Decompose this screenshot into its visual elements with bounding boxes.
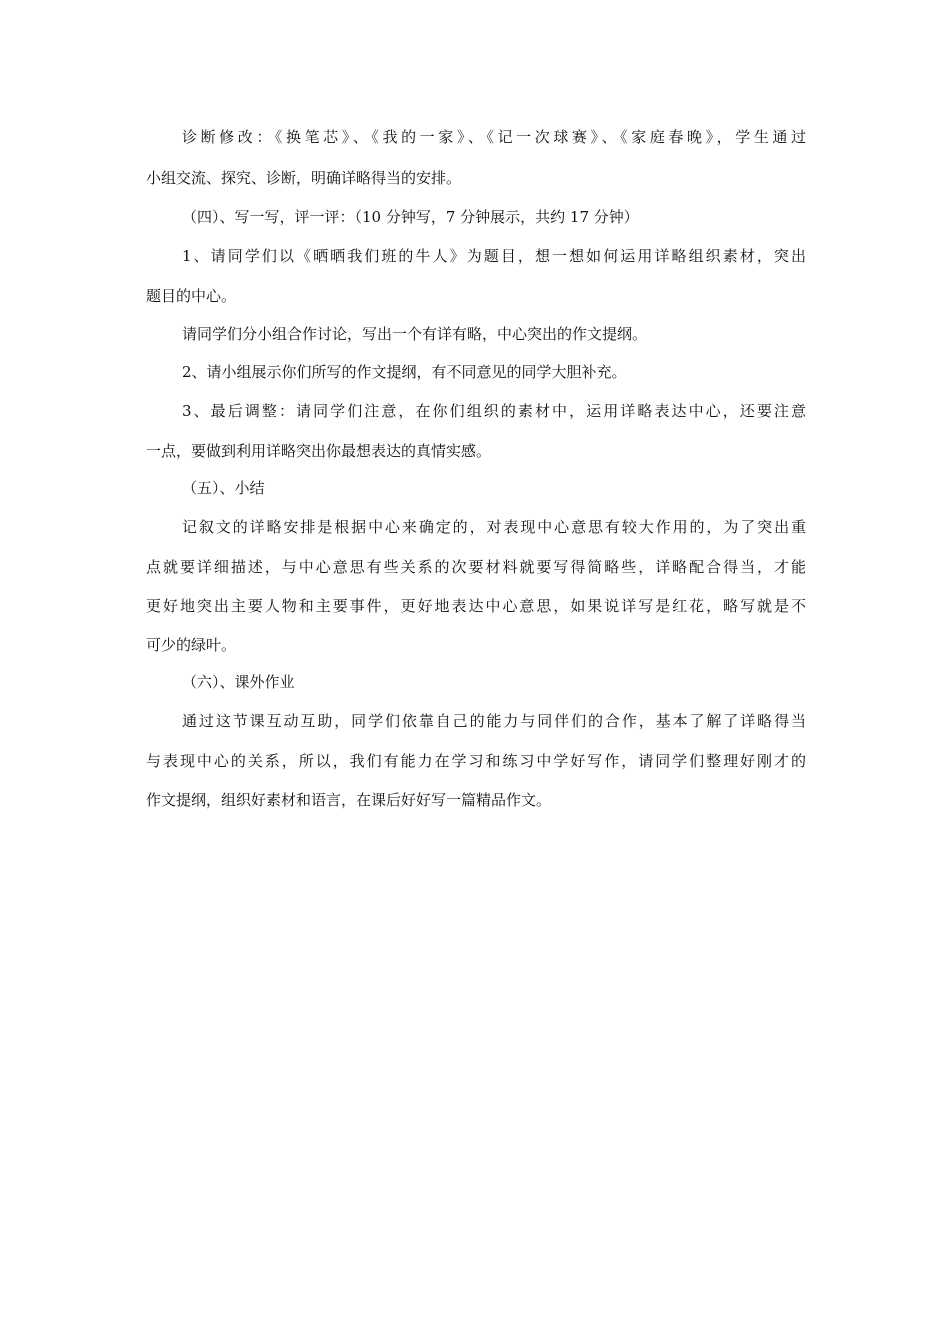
paragraph-diagnose-line-1: 诊断修改：《换笔芯》、《我的一家》、《记一次球赛》、《家庭春晚》，学生通过 <box>182 128 806 146</box>
homework-line-3: 作文提纲，组织好素材和语言，在课后好好写一篇精品作文。 <box>146 791 552 809</box>
item-2-line: 2、请小组展示你们所写的作文提纲，有不同意见的同学大胆补充。 <box>182 363 627 381</box>
item-3-line-1: 3、最后调整：请同学们注意，在你们组织的素材中，运用详略表达中心，还要注意 <box>182 402 806 420</box>
summary-line-3: 更好地突出主要人物和主要事件，更好地表达中心意思，如果说详写是红花，略写就是不 <box>146 597 806 615</box>
section-heading-5: （五）、小结 <box>182 479 265 497</box>
paragraph-diagnose-line-2: 小组交流、探究、诊断，明确详略得当的安排。 <box>146 169 462 187</box>
section-heading-6: （六）、课外作业 <box>182 673 295 691</box>
section-heading-4: （四）、写一写，评一评：（10 分钟写，7 分钟展示，共约 17 分钟） <box>182 208 639 226</box>
homework-line-1: 通过这节课互动互助，同学们依靠自己的能力与同伴们的合作，基本了解了详略得当 <box>182 712 806 730</box>
homework-line-2: 与表现中心的关系，所以，我们有能力在学习和练习中学好写作，请同学们整理好刚才的 <box>146 752 806 770</box>
summary-line-4: 可少的绿叶。 <box>146 636 237 654</box>
summary-line-2: 点就要详细描述，与中心意思有些关系的次要材料就要写得简略些，详略配合得当，才能 <box>146 558 806 576</box>
summary-line-1: 记叙文的详略安排是根据中心来确定的，对表现中心意思有较大作用的，为了突出重 <box>182 518 806 536</box>
item-1-line-1: 1、请同学们以《晒晒我们班的牛人》为题目，想一想如何运用详略组织素材，突出 <box>182 247 806 265</box>
item-1-line-2: 题目的中心。 <box>146 287 237 305</box>
group-discussion-line: 请同学们分小组合作讨论，写出一个有详有略，中心突出的作文提纲。 <box>182 325 648 343</box>
item-3-line-2: 一点，要做到利用详略突出你最想表达的真情实感。 <box>146 442 492 460</box>
